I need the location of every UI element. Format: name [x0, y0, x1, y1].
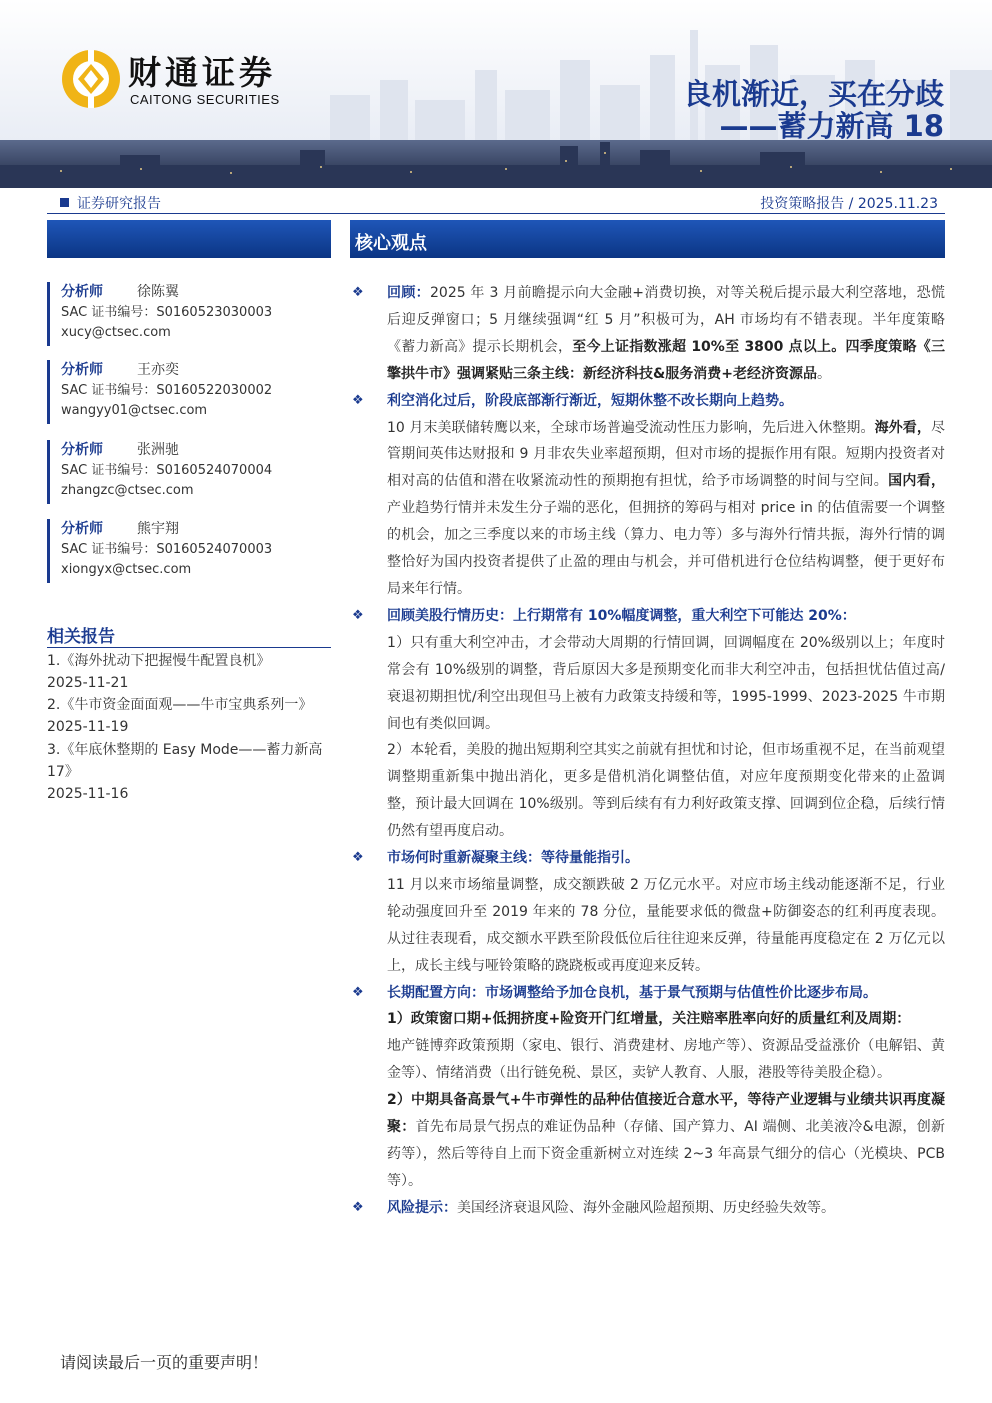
- bullet-heading: 风险提示：: [387, 1199, 457, 1216]
- diamond-bullet-icon: ❖: [352, 392, 364, 408]
- analyst-sac: SAC 证书编号：S0160524070003: [61, 542, 273, 557]
- bullet-text: 。: [816, 365, 831, 382]
- related-reports-title: 相关报告: [47, 627, 115, 647]
- analyst-name: 王亦奕: [137, 362, 179, 378]
- diamond-bullet-icon: ❖: [352, 850, 364, 866]
- related-report-title: 2.《牛市资金面面观——牛市宝典系列一》: [47, 697, 313, 713]
- bullet-text: 2025 年 3 月前瞻提示向大金融+消费切换，对等关税后提示最大利空落地，恐慌后迎反弹窗口；5 月继续强调“红 5 月”积极可为，AH 市场均有不错表现。半年度策略《蓄力新高》提示长期机会，: [387, 285, 946, 355]
- analyst-role: 分析师: [61, 521, 103, 537]
- body-text: 尽管期间英伟达财报和 9 月非农失业率超预期，但对市场的提振作用有限。短期内投资者对相对高的估值和潜在收紧流动性的预期抱有担忧，给予市场调整的时间与空间。: [387, 419, 946, 490]
- analyst-email[interactable]: zhangzc@ctsec.com: [61, 483, 194, 498]
- analyst-sac: SAC 证书编号：S0160524070004: [61, 463, 273, 478]
- analyst-card: [47, 440, 331, 504]
- analyst-card: [47, 519, 331, 583]
- body-emphasis: 2）中期具备高景气+牛市弹性的品种估值接近合意水平，等待产业逻辑与业绩共识再度凝聚：: [387, 1092, 945, 1136]
- analyst-name: 张洲驰: [137, 442, 179, 458]
- body-text: 产业趋势行情并未发生分子端的恶化，但拥挤的筹码与相对 price in 的估值需要一个调整的机会，加之三季度以来的市场主线（算力、电力等）多与海外行情共振，海外行情的调整恰好为国内投资者提供了止盈的理由与机会，并可借机进行仓位结构调整，便于更好布局来年行情。: [387, 500, 945, 597]
- body-paragraph: 11 月以来市场缩量调整，成交额跌破 2 万亿元水平。对应市场主线动能逐渐不足，行业轮动强度回升至 2019 年来的 78 分位，量能要求低的微盘+防御姿态的红利再度表现。从过往表现看，成交额水平跌至阶段低位后往往迎来反弹，待量能再度稳定在 2 万亿元以上，成长主线与哑铃策略的跷跷板或再度迎来反转。: [387, 876, 945, 974]
- analyst-card: [47, 282, 331, 346]
- analyst-name: 徐陈翼: [137, 284, 179, 300]
- diamond-bullet-icon: ❖: [352, 285, 364, 300]
- bullet-heading: 市场何时重新凝聚主线：等待量能指引。: [387, 850, 639, 867]
- body-emphasis: 国内看，: [888, 473, 946, 490]
- bullet-us-history: [352, 603, 945, 630]
- body-paragraph: 1）只有重大利空冲击，才会带动大周期的行情回调，回调幅度在 20%级别以上；年度时常会有 10%级别的调整，背后原因大多是预期变化而非大利空冲击，包括担忧估值过高/衰退初期担忧/利空出现但马上被有力政策支持缓和等，1995-1999、2023-2025 牛市期间也有类似回调。: [387, 634, 945, 732]
- body-text: 首先布局景气拐点的难证伪品种（存储、国产算力、AI 端侧、北美液冷&电源，创新药等），然后等待自上而下资金重新树立对连续 2~3 年高景气细分的信心（光模块、PCB 等）。: [387, 1119, 945, 1189]
- report-category-label: [60, 193, 161, 213]
- bullet-body: [352, 415, 945, 603]
- body-emphasis: 1）政策窗口期+低拥挤度+险资开门红增量，关注赔率胜率向好的质量红利及周期：: [387, 1011, 911, 1028]
- logo-emblem-icon: [60, 48, 122, 110]
- related-report-date: 2025-11-16: [47, 786, 129, 802]
- report-subtitle: ——蓄力新高 18: [719, 109, 944, 143]
- analyst-role: 分析师: [61, 442, 103, 458]
- related-report-item[interactable]: [47, 739, 337, 805]
- report-title: 良机渐近，买在分歧: [682, 77, 944, 111]
- header-banner: [0, 0, 992, 188]
- diamond-bullet-icon: ❖: [352, 1199, 364, 1215]
- analyst-role: 分析师: [61, 362, 103, 378]
- diamond-bullet-icon: ❖: [352, 984, 364, 1000]
- analyst-name: 熊宇翔: [137, 521, 179, 537]
- bullet-risk: [352, 1195, 945, 1222]
- allocation-point-2: [352, 1087, 945, 1195]
- analyst-email[interactable]: xiongyx@ctsec.com: [61, 562, 192, 577]
- bullet-text: 美国经济衰退风险、海外金融风险超预期、历史经验失效等。: [457, 1199, 835, 1216]
- related-report-date: 2025-11-21: [47, 675, 129, 691]
- related-report-item[interactable]: [47, 650, 337, 694]
- core-views-content: [352, 280, 945, 1222]
- company-logo: [60, 45, 310, 115]
- analyst-card: [47, 360, 331, 424]
- square-bullet-icon: [60, 198, 69, 207]
- related-report-date: 2025-11-19: [47, 719, 129, 735]
- report-category-text: 证券研究报告: [77, 196, 161, 212]
- bullet-mainline: [352, 845, 945, 872]
- body-emphasis: 海外看，: [874, 419, 932, 436]
- analyst-role: 分析师: [61, 284, 103, 300]
- analyst-email[interactable]: wangyy01@ctsec.com: [61, 403, 208, 418]
- footer-notice: 请阅读最后一页的重要声明！: [60, 1353, 269, 1372]
- bullet-heading: 回顾美股行情历史：上行期常有 10%幅度调整，重大利空下可能达 20%：: [387, 607, 856, 624]
- bullet-allocation: [352, 980, 945, 1007]
- section-title: 核心观点: [355, 233, 427, 254]
- bullet-bottom-approaching: [352, 388, 945, 415]
- bullet-heading: 回顾：: [387, 285, 431, 301]
- analyst-sac: SAC 证书编号：S0160523030003: [61, 305, 273, 320]
- logo-english-name: CAITONG SECURITIES: [130, 92, 280, 107]
- section-header-bar: [350, 220, 945, 258]
- header-divider: [47, 213, 945, 214]
- bullet-emphasis: 至今上证指数涨超 10%至 3800 点以上。四季度策略《三擎拱牛市》强调紧贴三条主线：新经济科技&服务消费+老经济资源品: [387, 338, 945, 382]
- bullet-heading: 利空消化过后，阶段底部渐行渐近，短期休整不改长期向上趋势。: [387, 392, 793, 409]
- diamond-bullet-icon: ❖: [352, 607, 364, 623]
- bullet-review: [352, 280, 945, 388]
- report-type-date: 投资策略报告 / 2025.11.23: [760, 196, 938, 212]
- related-reports-divider: [47, 647, 331, 648]
- related-report-item[interactable]: [47, 694, 337, 738]
- bullet-heading: 长期配置方向：市场调整给予加仓良机，基于景气预期与估值性价比逐步布局。: [387, 984, 877, 1001]
- related-report-title: 1.《海外扰动下把握慢牛配置良机》: [47, 653, 271, 669]
- related-report-title: 3.《年底休整期的 Easy Mode——蓄力新高 17》: [47, 742, 323, 780]
- body-text: 10 月末美联储转鹰以来，全球市场普遍受流动性压力影响，先后进入休整期。: [387, 419, 875, 436]
- body-paragraph: 地产链博弈政策预期（家电、银行、消费建材、房地产等）、资源品受益涨价（电解铝、黄金等）、情绪消费（出行链免税、景区，卖铲人教育、人服，港股等待美股企稳）。: [387, 1038, 945, 1082]
- analyst-email[interactable]: xucy@ctsec.com: [61, 325, 171, 340]
- sidebar-header-bar: [47, 220, 331, 258]
- analyst-sac: SAC 证书编号：S0160522030002: [61, 383, 273, 398]
- body-paragraph: 2）本轮看，美股的抛出短期利空其实之前就有担忧和讨论，但市场重视不足，在当前观望调整期重新集中抛出消化，更多是借机消化调整估值，对应年度预期变化带来的止盈调整，预计最大回调在 10%级别。等到后续有有力利好政策支撑、回调到位企稳，后续行情仍然有望再度启动。: [387, 742, 945, 840]
- logo-chinese-name: 财通证券: [128, 53, 276, 92]
- allocation-point-1: [352, 1006, 945, 1033]
